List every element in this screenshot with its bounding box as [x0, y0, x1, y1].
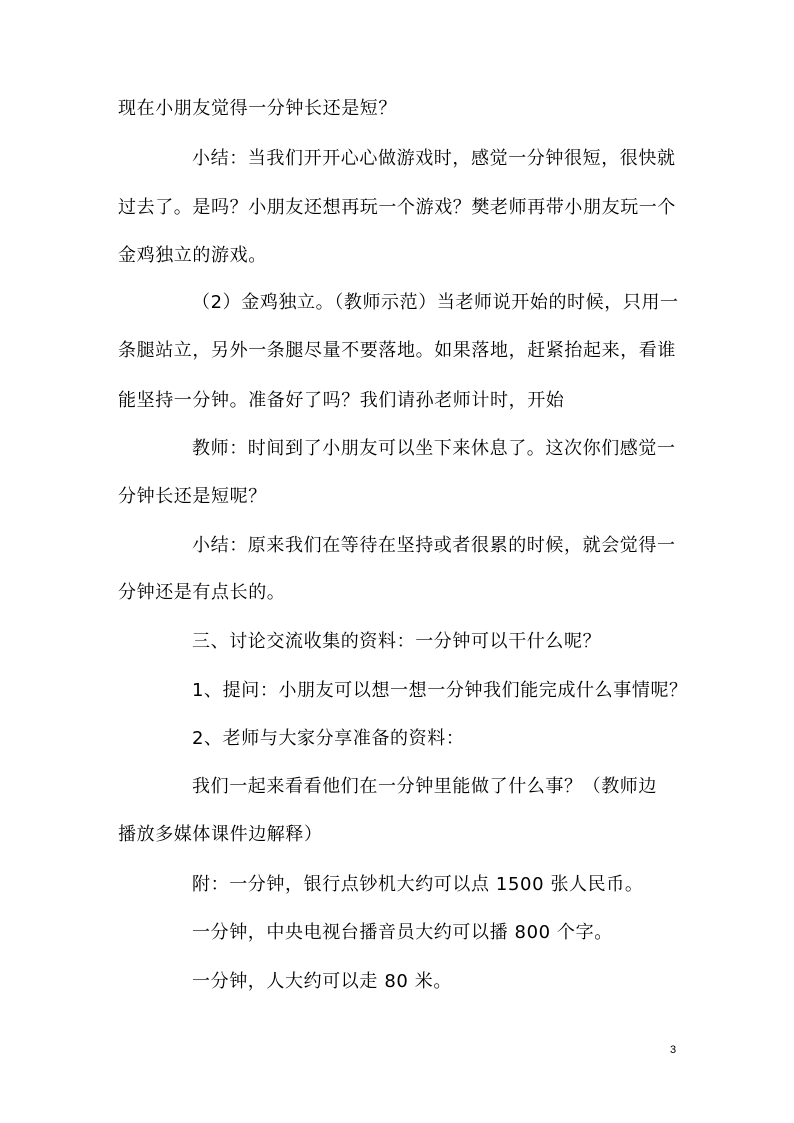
- paragraph-line: 分钟还是有点长的。: [118, 582, 286, 603]
- paragraph-line: 能坚持一分钟。准备好了吗？我们请孙老师计时，开始: [118, 390, 565, 411]
- paragraph-line: 条腿站立，另外一条腿尽量不要落地。如果落地，赶紧抬起来，看谁: [118, 340, 676, 361]
- paragraph-line: 一分钟，人大约可以走 80 米。: [192, 971, 452, 992]
- paragraph-line: 2、老师与大家分享准备的资料：: [192, 728, 465, 749]
- paragraph-line: 金鸡独立的游戏。: [118, 245, 267, 266]
- paragraph-line: 教师：时间到了小朋友可以坐下来休息了。这次你们感觉一: [192, 438, 676, 459]
- page-number: 3: [670, 1044, 677, 1056]
- paragraph-line: 分钟长还是短呢？: [118, 486, 267, 507]
- paragraph-line: 附：一分钟，银行点钞机大约可以点 1500 张人民币。: [192, 874, 644, 895]
- paragraph-line: 小结：原来我们在等待在坚持或者很累的时候，就会觉得一: [192, 535, 676, 556]
- paragraph-line: 我们一起来看看他们在一分钟里能做了什么事？（教师边: [192, 776, 657, 797]
- section-heading: 三、讨论交流收集的资料：一分钟可以干什么呢？: [192, 631, 602, 652]
- paragraph-line: 过去了。是吗？小朋友还想再玩一个游戏？樊老师再带小朋友玩一个: [118, 197, 676, 218]
- paragraph-line: 播放多媒体课件边解释）: [118, 824, 323, 845]
- paragraph-line: （2）金鸡独立。（教师示范）当老师说开始的时候，只用一: [192, 292, 679, 313]
- paragraph-line: 小结：当我们开开心心做游戏时，感觉一分钟很短，很快就: [192, 148, 676, 169]
- paragraph-line: 现在小朋友觉得一分钟长还是短？: [118, 98, 397, 119]
- paragraph-line: 一分钟，中央电视台播音员大约可以播 800 个字。: [192, 922, 613, 943]
- paragraph-line: 1、提问：小朋友可以想一想一分钟我们能完成什么事情呢？: [192, 680, 688, 701]
